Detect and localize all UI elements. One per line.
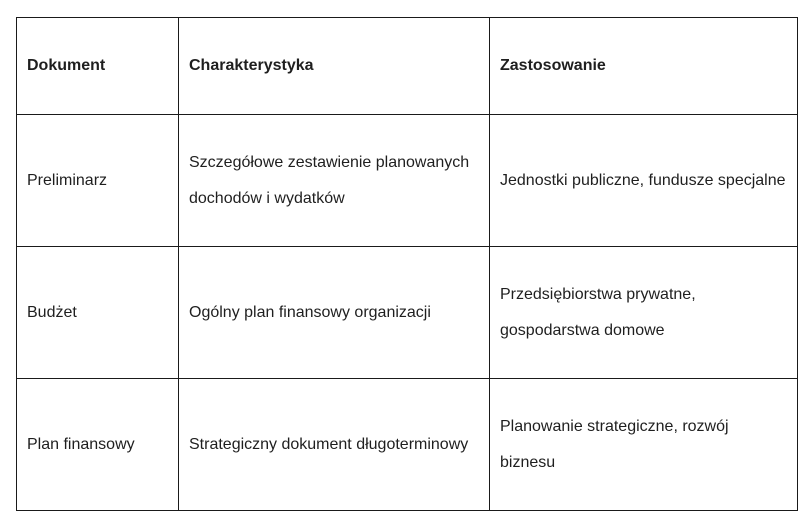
header-zastosowanie: Zastosowanie (490, 18, 798, 115)
cell-dokument: Preliminarz (17, 115, 179, 247)
header-charakterystyka: Charakterystyka (179, 18, 490, 115)
cell-charakterystyka: Strategiczny dokument długoterminowy (179, 379, 490, 511)
table-row (17, 247, 798, 379)
header-dokument: Dokument (17, 18, 179, 115)
table-row (17, 115, 798, 247)
cell-zastosowanie: Planowanie strategiczne, rozwój biznesu (490, 379, 798, 511)
table-row (17, 379, 798, 511)
cell-charakterystyka: Szczegółowe zestawienie planowanych dochodów i wydatków (179, 115, 490, 247)
table-header-row (17, 18, 798, 115)
comparison-table (16, 17, 798, 511)
cell-dokument: Plan finansowy (17, 379, 179, 511)
cell-charakterystyka: Ogólny plan finansowy organizacji (179, 247, 490, 379)
cell-zastosowanie: Przedsiębiorstwa prywatne, gospodarstwa domowe (490, 247, 798, 379)
cell-zastosowanie: Jednostki publiczne, fundusze specjalne (490, 115, 798, 247)
cell-dokument: Budżet (17, 247, 179, 379)
